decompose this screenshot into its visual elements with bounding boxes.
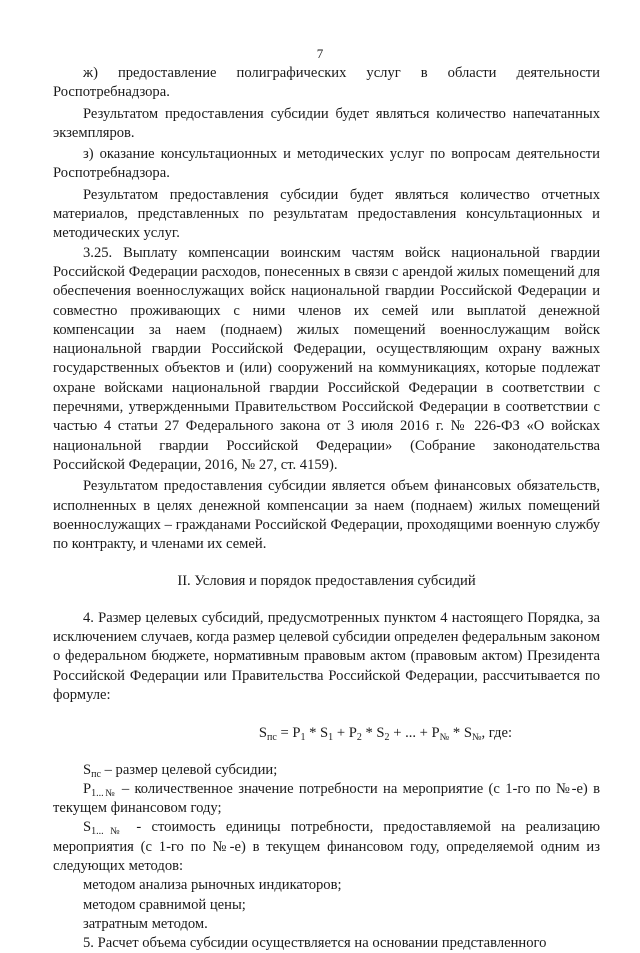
- definition-p: $P_{1...№}$ – количественное значение потребности на мероприятие (с 1-го по №-е) в текущем финансовом году;: [53, 780, 600, 817]
- page-number: 7: [316, 46, 324, 61]
- definition-s: $S_{1...№}$ - стоимость единицы потребности, предоставляемой на реализацию мероприятия (с 1-го по №-е) в текущем финансовом году, определяемой одним из следующих методов:: [53, 819, 600, 874]
- paragraph-result-compensation: Результатом предоставления субсидии является объем финансовых обязательств, исполненных в целях денежной компенсации за наем (поднаем) жилых помещений военнослужащих – гражданами Российской Федерации, проходящими военную службу по контракту, и членами их семей.: [53, 478, 600, 553]
- method-item: методом сравнимой цены;: [83, 896, 246, 913]
- method-item: затратным методом.: [83, 915, 208, 932]
- section-heading: II. Условия и порядок предоставления субсидий: [177, 573, 476, 590]
- definition-s-pc: $S_{пс}$ – размер целевой субсидии;: [83, 761, 278, 780]
- subsidy-formula: $S_{пс} = P_1 * S_1 + P_2 * S_2$ + ... + $P_№ * S_№$, где:: [258, 725, 512, 744]
- paragraph-item-z: з) оказание консультационных и методических услуг по вопросам деятельности Роспотребнадзора.: [53, 146, 600, 182]
- paragraph-5: 5. Расчет объема субсидии осуществляется на основании представленного: [83, 935, 547, 952]
- paragraph-result-printing: Результатом предоставления субсидии будет являться количество напечатанных экземпляров.: [53, 105, 600, 141]
- method-item: методом анализа рыночных индикаторов;: [83, 877, 342, 894]
- paragraph-result-consulting: Результатом предоставления субсидии будет являться количество отчетных материалов, представленных по результатам предоставления консультационных и методических услуг.: [53, 186, 600, 242]
- document-body: [53, 64, 600, 953]
- paragraph-item-zh: ж) предоставление полиграфических услуг в области деятельности Роспотребнадзора.: [53, 65, 600, 101]
- paragraph-3-25: 3.25. Выплату компенсации воинским частям войск национальной гвардии Российской Федерации расходов, понесенных в связи с арендой жилых помещений для обеспечения военнослужащих войск национальной гвардии Российской Федерации и совместно проживающих с ними членов их семей или выплатой денежной компенсации за наем (поднаем) жилых помещений военнослужащим войск национальной гвардии Российской Федерации, осуществляющим охрану важных государственных объектов и (или) сооружений на коммуникациях, которые подлежат охране войсками национальной гвардии Российской Федерации в соответствии с перечнями, утвержденными Правительством Российской Федерации в соответствии с частью 4 статьи 27 Федерального закона от 3 июля 2016 г. № 226-ФЗ «О войсках национальной гвардии Российской Федерации» (Собрание законодательства Российской Федерации, 2016, № 27, ст. 4159).: [53, 244, 600, 473]
- paragraph-4: 4. Размер целевых субсидий, предусмотренных пунктом 4 настоящего Порядка, за исключением случаев, когда размер целевой субсидии определен федеральным законом о федеральном бюджете, нормативным правовым актом (правовым актом) Президента Российской Федерации или Правительства Российской Федерации, рассчитывается по формуле:: [53, 609, 600, 703]
